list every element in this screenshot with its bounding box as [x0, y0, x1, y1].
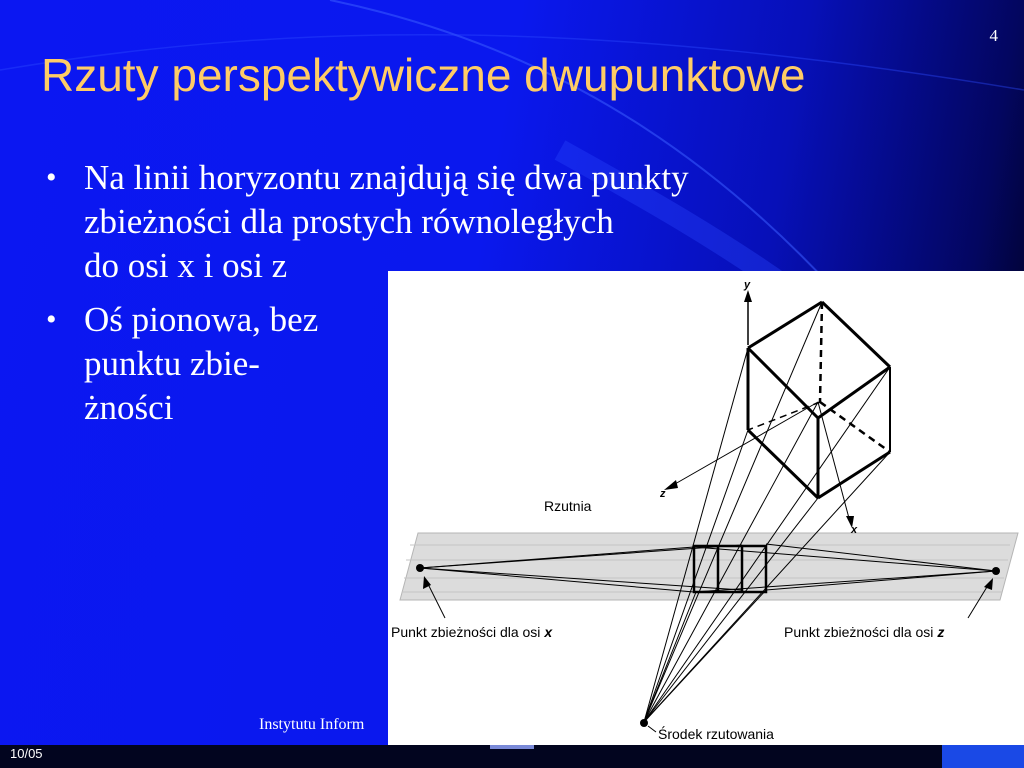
projection-plane — [400, 533, 1018, 600]
bullet-line: Oś pionowa, bez — [84, 300, 319, 339]
bullet-dot-icon: • — [46, 161, 57, 194]
bullet-line: zbieżności dla prostych równoległych — [84, 202, 614, 241]
vp-x-label — [391, 624, 553, 640]
bullet-dot-icon: • — [46, 303, 57, 336]
center-of-projection — [640, 719, 648, 727]
footer-accent-block — [942, 745, 1024, 768]
slide-title: Rzuty perspektywiczne dwupunktowe — [41, 49, 806, 101]
footer-institute: Instytutu Inform — [259, 716, 365, 733]
vanishing-point-x — [416, 564, 424, 572]
plane-label: Rzutnia — [544, 498, 592, 514]
vp-x-label-text: Punkt zbieżności dla osi — [391, 624, 545, 640]
y-axis-label: y — [744, 279, 751, 291]
perspective-figure — [388, 271, 1024, 745]
x-axis-label: x — [851, 524, 858, 536]
bullet-line: żności — [84, 388, 174, 427]
bullet-line: Na linii horyzontu znajdują się dwa punkty — [84, 158, 689, 197]
slide-number: 4 — [989, 26, 998, 45]
perspective-diagram — [388, 271, 1024, 745]
vp-x-label-axis: x — [544, 624, 553, 640]
bullet-line: do osi x i osi z — [84, 246, 288, 285]
center-label: Środek rzutowania — [658, 726, 774, 742]
cube-object — [748, 302, 890, 498]
vanishing-point-z — [992, 567, 1000, 575]
z-axis-label: z — [660, 488, 666, 500]
y-axis-arrow-icon — [744, 290, 752, 302]
bullet-line: punktu zbie- — [84, 344, 260, 383]
vp-z-label-text: Punkt zbieżności dla osi — [784, 624, 938, 640]
center-pointer — [648, 726, 656, 732]
vp-z-label — [784, 624, 944, 640]
vp-z-label-axis: z — [937, 624, 945, 640]
footer-date: 10/05 — [10, 746, 43, 761]
z-axis-arrow-icon — [664, 480, 678, 490]
bullet-item — [44, 156, 914, 288]
footer-accent-line — [490, 745, 534, 749]
